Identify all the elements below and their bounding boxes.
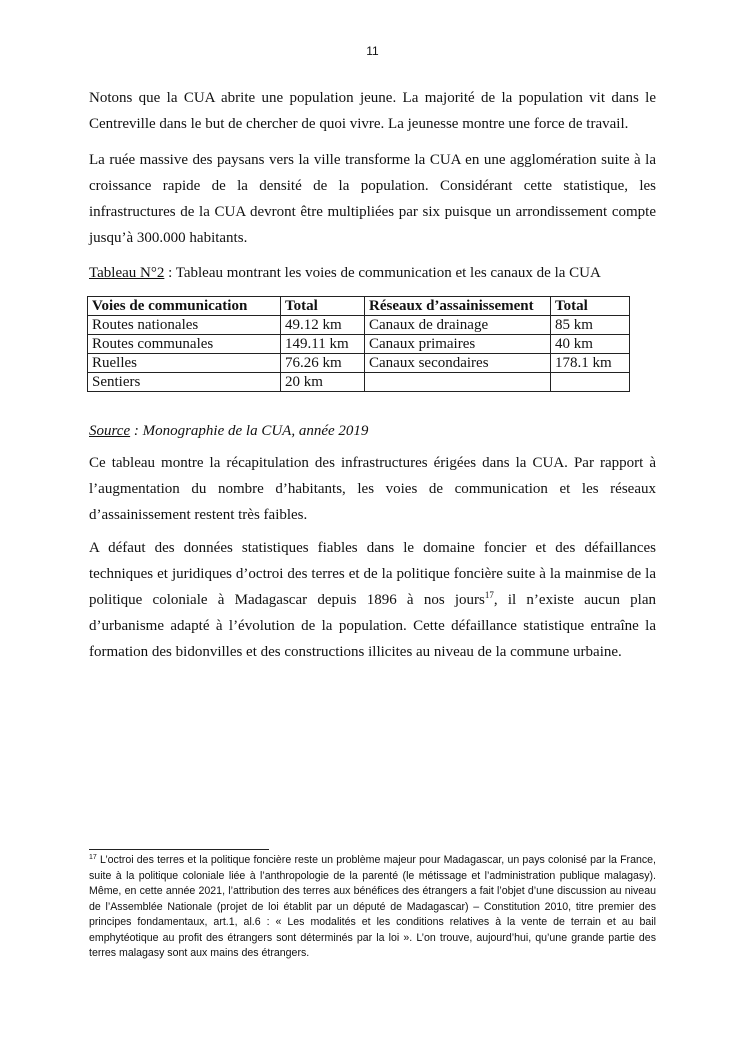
paragraph-table-summary: Ce tableau montre la récapitulation des infrastructures érigées dans la CUA. Par rapport à l’augmentation du nombre d’habitants, les voies de communication et les réseaux d’assainissement restent très faibles.: [89, 455, 656, 523]
page-number: 11: [366, 44, 379, 58]
table-cell: Canaux secondaires: [365, 354, 551, 373]
paragraph-land-policy-start: A défaut des données statistiques fiables dans le domaine foncier et des défaillances techniques et juridiques d’octroi des terres et de la politique foncière suite à la mainmise de la politique coloniale à Madagascar depuis 1896 à nos jours: [89, 540, 656, 608]
table-cell: 85 km: [551, 316, 630, 335]
infrastructure-table: [87, 296, 630, 392]
table-row: [88, 316, 630, 335]
table-cell: 49.12 km: [281, 316, 365, 335]
table-cell: 178.1 km: [551, 354, 630, 373]
header-roads: Voies de communication: [88, 297, 281, 316]
table-caption: [89, 260, 656, 286]
paragraph-rural-exodus: La ruée massive des paysans vers la ville transforme la CUA en une agglomération suite à la croissance rapide de la densité de la population. Considérant cette statistique, les infrastructures de la CUA devront être multipliées par six puisque un arrondissement compte jusqu’à 300.000 habitants.: [89, 152, 656, 246]
table-row: [88, 373, 630, 392]
table-cell: [551, 373, 630, 392]
table-cell: Sentiers: [88, 373, 281, 392]
table-cell: 40 km: [551, 335, 630, 354]
header-sanitation-total: Total: [551, 297, 630, 316]
table-cell: Canaux primaires: [365, 335, 551, 354]
table-cell: 20 km: [281, 373, 365, 392]
table-cell: Canaux de drainage: [365, 316, 551, 335]
table-cell: Routes nationales: [88, 316, 281, 335]
table-cell: [365, 373, 551, 392]
footnote-reference[interactable]: 17: [484, 590, 494, 600]
table-source: [89, 418, 656, 444]
table-row: [88, 354, 630, 373]
source-label: Source: [89, 423, 131, 439]
footnote-number: 17: [89, 854, 97, 861]
paragraph-land-policy-end: , il n’existe aucun plan d’urbanisme adapté à l’évolution de la population. Cette défaillance statistique entraîne la formation des bidonvilles et des constructions illicites au niveau de la commune urbaine.: [89, 592, 657, 660]
header-roads-total: Total: [281, 297, 365, 316]
header-sanitation: Réseaux d’assainissement: [365, 297, 551, 316]
source-text: : Monographie de la CUA, année 2019: [130, 423, 369, 439]
paragraph-population: Notons que la CUA abrite une population jeune. La majorité de la population vit dans le Centreville dans le but de chercher de quoi vivre. La jeunesse montre une force de travail.: [89, 90, 656, 132]
table-caption-label: Tableau N°2: [89, 265, 165, 281]
table-caption-text: : Tableau montrant les voies de communication et les canaux de la CUA: [164, 265, 601, 281]
table-row: [88, 335, 630, 354]
table-cell: 149.11 km: [281, 335, 365, 354]
paragraph-land-policy: [89, 535, 656, 665]
footnote: [89, 853, 656, 962]
table-cell: Ruelles: [88, 354, 281, 373]
footnote-text: L’octroi des terres et la politique foncière reste un problème majeur pour Madagascar, un pays colonisé par la France, suite à la politique coloniale liée à l’anthropologie de la parenté (le métissage et l’administration publique malagasy). Même, en cette année 2021, l’attribution des terres aux bénéfices des étrangers a fait l’objet d’une discussion au niveau de l’Assemblée Nationale (projet de loi établit par un député de Madagascar) – Constitution 2010, titre premier des principes fondamentaux, art.1, al.6 : « Les modalités et les conditions relatives à la vente de terrain et au bail emphytéotique au profit des étrangers sont déterminés par la loi ». L’on trouve, aujourd’hui, qu’une grande partie des terres malagasy sont aux mains des étrangers.: [89, 854, 656, 959]
table-header-row: [88, 297, 630, 316]
table-cell: 76.26 km: [281, 354, 365, 373]
footnote-separator: [89, 849, 269, 850]
table-cell: Routes communales: [88, 335, 281, 354]
